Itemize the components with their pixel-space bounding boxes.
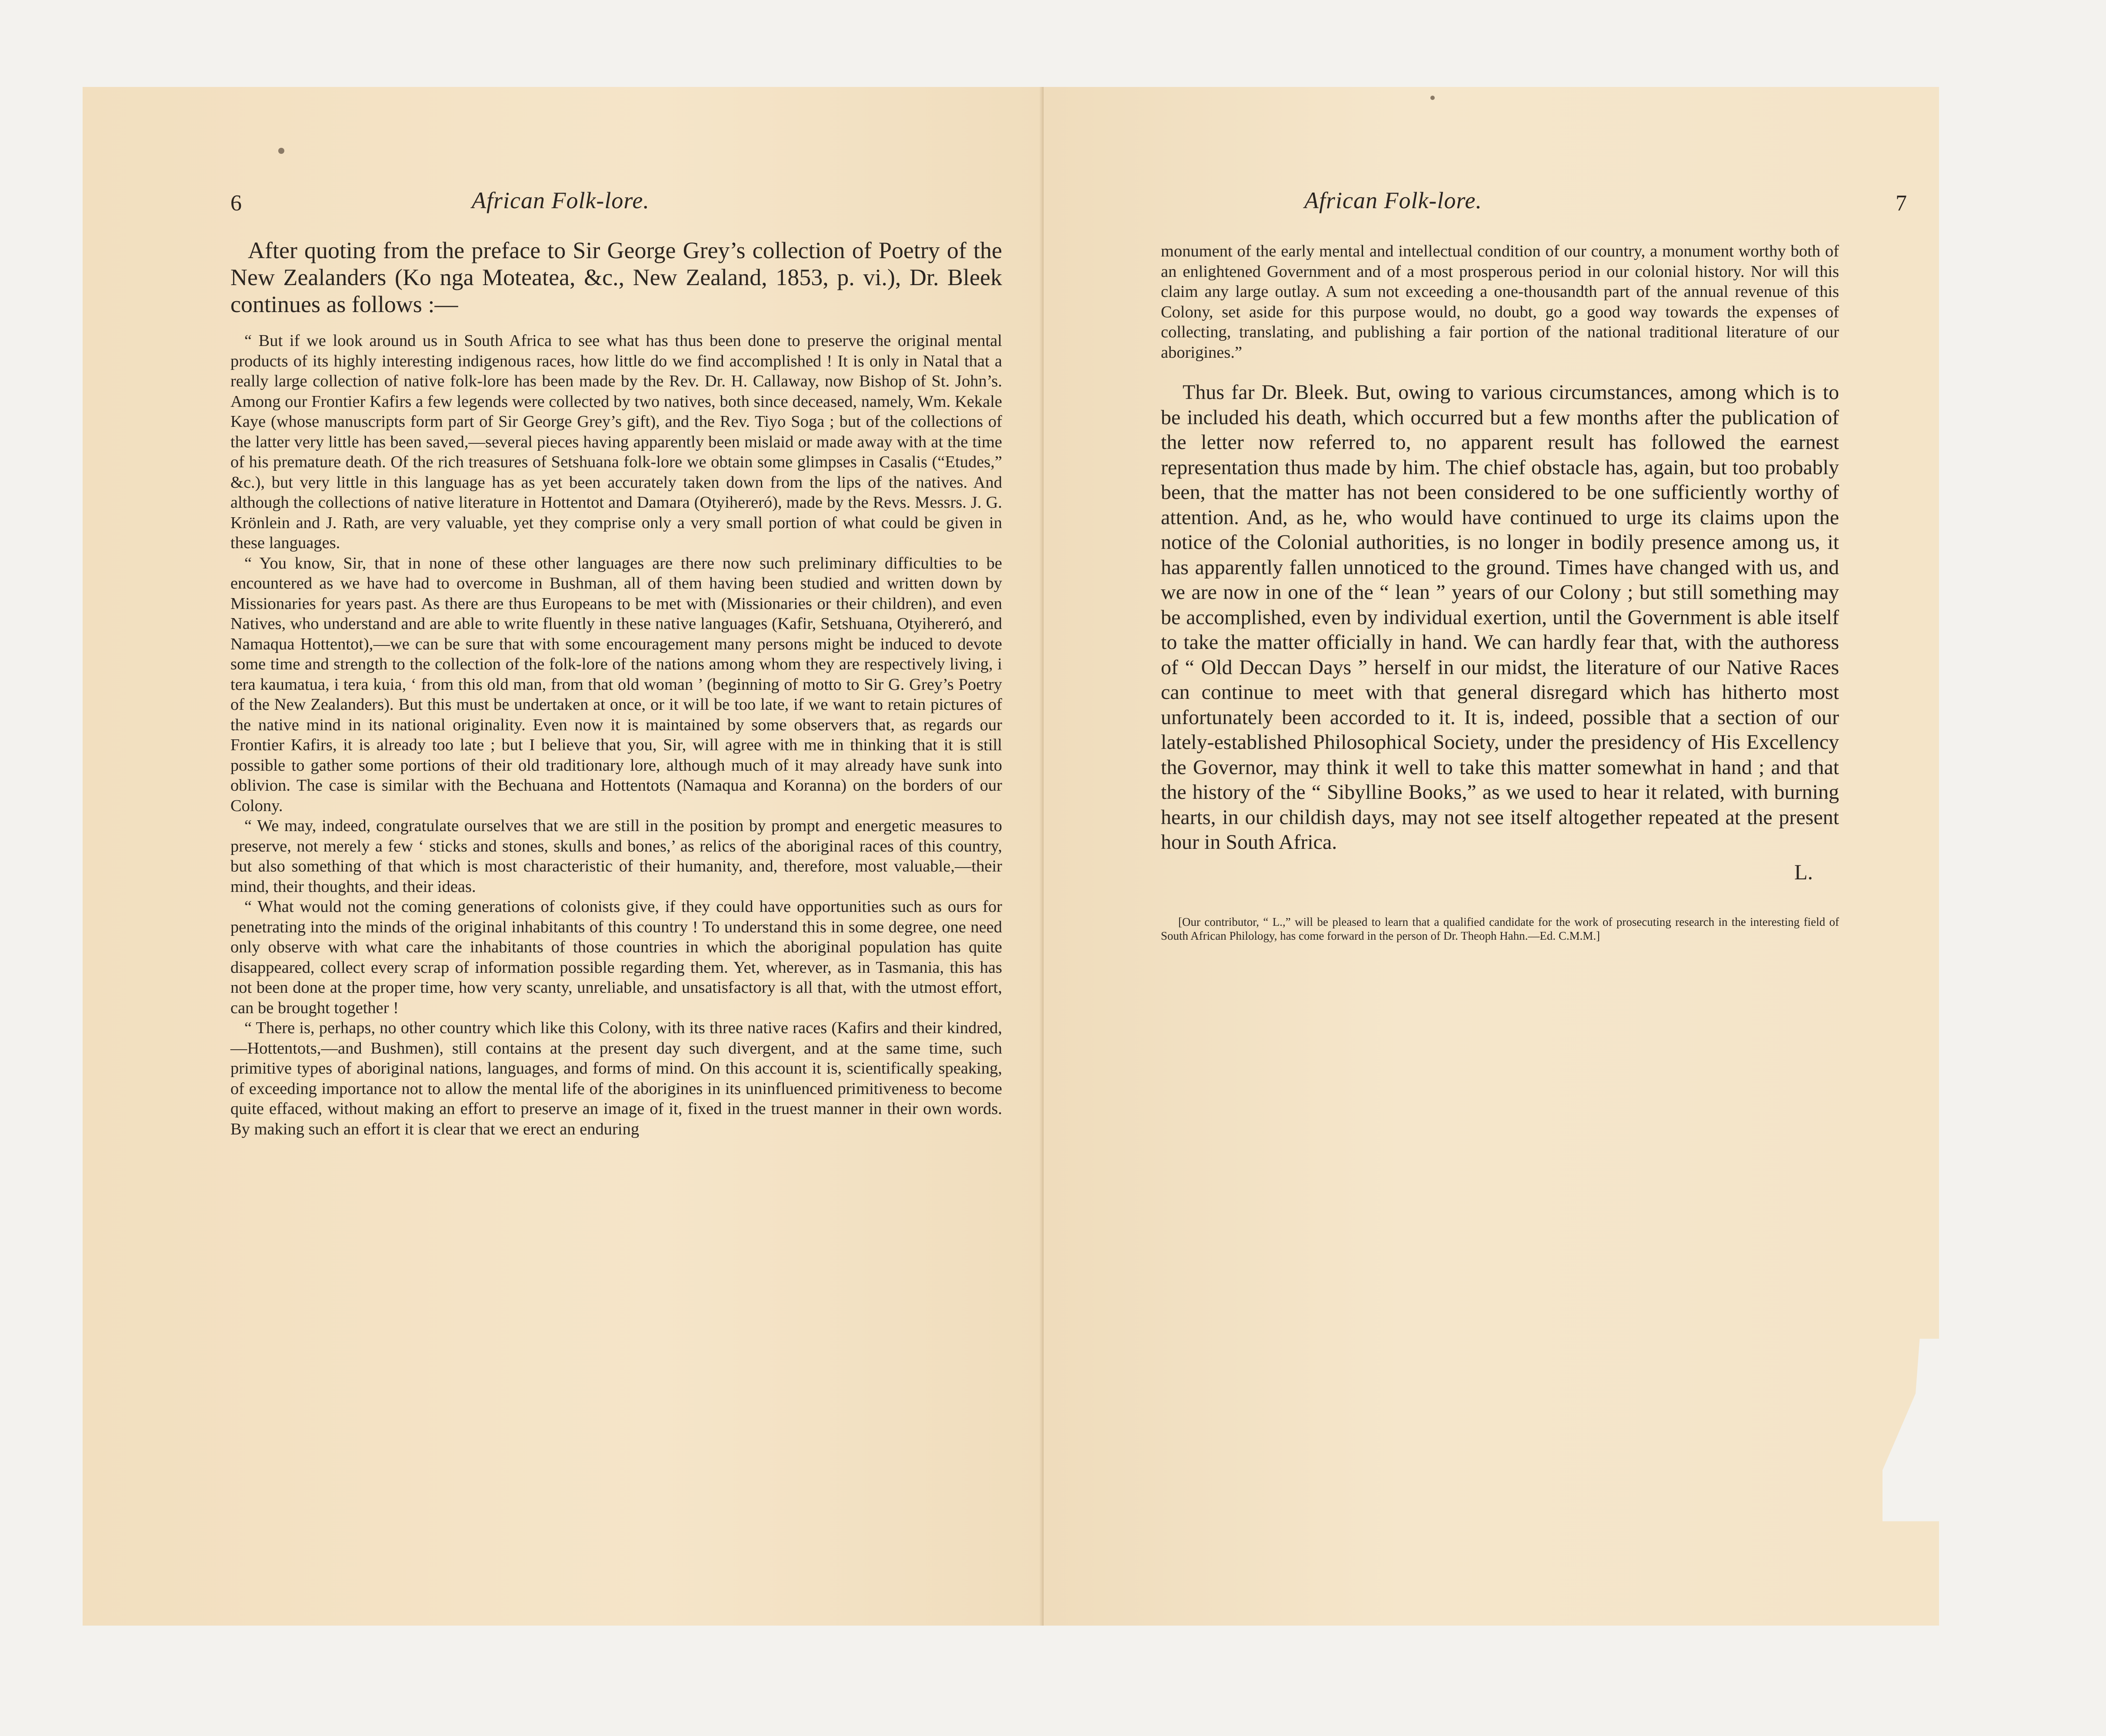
quote-paragraph-1: “ But if we look around us in South Africa to see what has thus been done to preserve the original mental products of its highly interesting indigenous races, how little do we find accomplished ! It is only in Natal that a really large collection of native folk-lore has been made by the Rev. Dr. H. Callaway, now Bishop of St. John’s. Among our Frontier Kafirs a few legends were collected by two natives, both since deceased, namely, Wm. Kekale Kaye (whose manuscripts form part of Sir George Grey’s gift), and the Rev. Tiyo Soga ; but of the collections of the latter very little has been saved,—several pieces having apparently been mislaid or made away with at the time of his premature death. Of the rich treasures of Setshuana folk-lore we obtain some glimpses in Casalis (“Etudes,” &c.), but very little in this language has as yet been accurately taken down from the lips of the natives. And although the collections of native literature in Hottentot and Damara (Otyihereró), made by the Revs. Messrs. J. G. Krönlein and J. Rath, are very valuable, yet they comprise only a very small portion of what could be given in these languages. — [230, 332, 1002, 552]
intro-paragraph: After quoting from the preface to Sir George Grey’s collection of Poetry of the New Zealanders (Ko nga Moteatea, &c., New Zealand, 1853, p. vi.), Dr. Bleek continues as follows :— — [230, 237, 1002, 317]
quote-paragraph-4: “ What would not the coming generations of colonists give, if they could have opportunities such as ours for penetrating into the minds of the original inhabitants of this country ! To understand this in some degree, one need only observe with what care the inhabitants of those countries in which the aboriginal population has quite disappeared, collect every scrap of information possible regarding them. Yet, wherever, as in Tasmania, this has not been done at the proper time, how very scanty, unreliable, and unsatisfactory is all that, with the utmost effort, can be brought together ! — [230, 898, 1002, 1017]
signature: L. — [1794, 859, 1813, 884]
editor-footnote: [Our contributor, “ L.,” will be pleased to learn that a qualified candidate for the work of prosecuting research in the interesting field of South African Philology, has come forward in the person of Dr. Theoph Hahn.—Ed. C.M.M.] — [1161, 915, 1839, 942]
right-text-column — [1161, 241, 1839, 943]
quote-paragraph-5: “ There is, perhaps, no other country which like this Colony, with its three native races (Kafirs and their kindred,—Hottentots,—and Bushmen), still contains at the present day such divergent, and at the same time, such primitive types of aboriginal nations, languages, and forms of mind. On this account it is, scientifically speaking, of exceeding importance not to allow the mental life of the aborigines in its uninfluenced primitiveness to become quite effaced, without making an effort to preserve an image of it, fixed in the truest manner in their own words. By making such an effort it is clear that we erect an enduring — [230, 1019, 1002, 1138]
left-text-column — [230, 237, 1002, 1139]
page-number-left: 6 — [230, 191, 242, 216]
left-page — [83, 87, 1043, 1626]
quote-continuation: monument of the early mental and intellectual condition of our country, a monument worthy both of an enlightened Government and of a most prosperous period in our colonial history. Nor will this claim any large outlay. A sum not exceeding a one-thousandth part of the annual revenue of this Colony, set aside for this purpose would, no doubt, go a good way towards the expenses of collecting, translating, and publishing a fair portion of the national traditional literature of our aborigines.” — [1161, 242, 1839, 362]
ink-spot — [1430, 96, 1435, 100]
torn-corner — [1883, 1339, 1965, 1521]
ink-spot — [278, 148, 284, 154]
running-head-right: African Folk-lore. — [1304, 187, 1482, 213]
right-page — [1043, 87, 1939, 1626]
closing-paragraph: Thus far Dr. Bleek. But, owing to various circumstances, among which is to be included his death, which occurred but a few months after the publication of the letter now referred to, no apparent result has followed the earnest representation thus made by him. The chief obstacle has, again, but too probably been, that the matter has not been considered to be one sufficiently worthy of attention. And, as he, who would have continued to urge its claims upon the notice of the Colonial authorities, is no longer in bodily presence among us, it has apparently fallen unnoticed to the ground. Times have changed with us, and we are now in one of the “ lean ” years of our Colony ; but still something may be accomplished, even by individual exertion, until the Government is able itself to take the matter officially in hand. We can hardly fear that, with the authoress of “ Old Deccan Days ” herself in our midst, the literature of our Native Races can continue to meet with that general disregard which has hitherto most unfortunately been accorded to it. It is, indeed, possible that a section of our lately-established Philosophical Society, under the presidency of His Excellency the Governor, may think it well to take this matter somewhat in hand ; and that the history of the “ Sibylline Books,” as we used to hear it related, with burning hearts, in our childish days, may not see itself altogether repeated at the present hour in South Africa. — [1161, 381, 1839, 854]
running-head-left: African Folk-lore. — [472, 187, 650, 213]
quote-paragraph-2: “ You know, Sir, that in none of these other languages are there now such preliminary difficulties to be encountered as we have had to overcome in Bushman, all of them having been studied and written down by Missionaries for years past. As there are thus Europeans to be met with (Missionaries or their children), and even Natives, who understand and are able to write fluently in these native languages (Kafir, Setshuana, Otyihereró, and Namaqua Hottentot),—we can be sure that with some encouragement many persons might be induced to devote some time and strength to the collection of the folk-lore of the nations among whom they are respectively living, i tera kaumatua, i tera kuia, ‘ from this old man, from that old woman ’ (beginning of motto to Sir G. Grey’s Poetry of the New Zealanders). But this must be undertaken at once, or it will be too late, if we want to retain pictures of the native mind in its national originality. Even now it is maintained by some observers that, as regards our Frontier Kafirs, it is already too late ; but I believe that you, Sir, will agree with me in thinking that it is still possible to gather some portions of their old traditionary lore, although much of it may already have sunk into oblivion. The case is similar with the Bechuana and Hottentots (Namaqua and Koranna) on the borders of our Colony. — [230, 554, 1002, 815]
book-spread — [83, 87, 1939, 1626]
quote-paragraph-3: “ We may, indeed, congratulate ourselves that we are still in the position by prompt and energetic measures to preserve, not merely a few ‘ sticks and stones, skulls and bones,’ as relics of the aboriginal races of this country, but also something of that which is most characteristic of their humanity, and, therefore, most valuable,—their mind, their thoughts, and their ideas. — [230, 817, 1002, 896]
page-number-right: 7 — [1896, 191, 1907, 216]
